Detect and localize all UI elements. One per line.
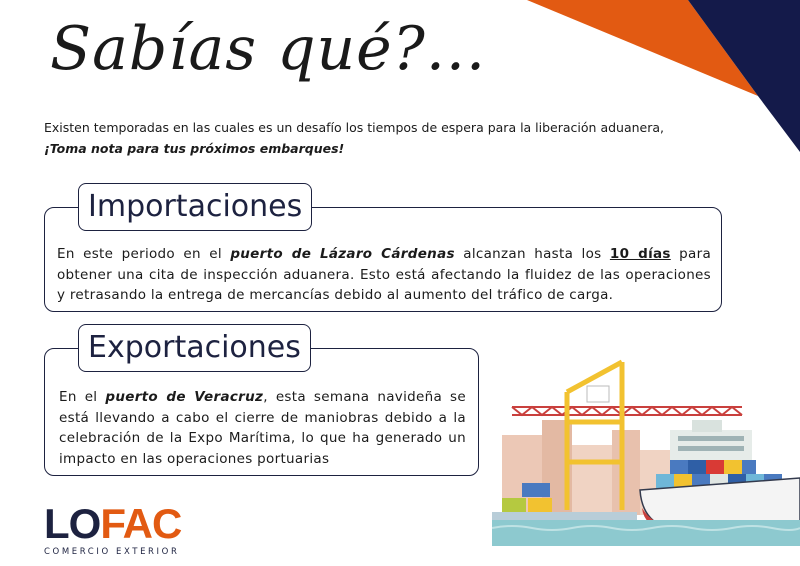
port-crane-ship-icon	[492, 350, 800, 546]
lofac-logo	[44, 500, 182, 557]
port-name: puerto de Veracruz	[105, 389, 264, 405]
days-highlight: 10 días	[609, 246, 671, 262]
text-segment: , esta semana navideña se está llevando a cabo el cierre de maniobras debido a la celebración de la Expo Marítima, lo que ha generado un impacto en las operaciones portuarias	[59, 389, 466, 467]
logo-wordmark	[44, 500, 182, 547]
intro-callout: ¡Toma nota para tus próximos embarques!	[44, 141, 345, 156]
page-title: Sabías qué?...	[50, 14, 487, 84]
intro-text	[44, 117, 664, 159]
exportaciones-text	[59, 387, 466, 469]
exportaciones-title: Exportaciones	[78, 324, 311, 372]
port-name: puerto de Lázaro Cárdenas	[230, 246, 455, 262]
logo-part-fac: FAC	[100, 500, 182, 547]
logo-part-lo: LO	[44, 500, 101, 547]
text-segment: En este periodo en el	[57, 246, 231, 262]
intro-line: Existen temporadas en las cuales es un desafío los tiempos de espera para la liberación aduanera,	[44, 120, 665, 135]
text-segment: alcanzan hasta los	[454, 246, 610, 262]
logo-tagline: COMERCIO EXTERIOR	[44, 547, 180, 557]
importaciones-title: Importaciones	[78, 183, 312, 231]
text-segment: para obtener una cita de inspección aduanera. Esto está afectando la fluidez de las operaciones y retrasando la entrega de mercancías debido al aumento del tráfico de carga.	[57, 246, 712, 303]
importaciones-text	[57, 244, 711, 306]
text-segment: En el	[59, 389, 106, 405]
